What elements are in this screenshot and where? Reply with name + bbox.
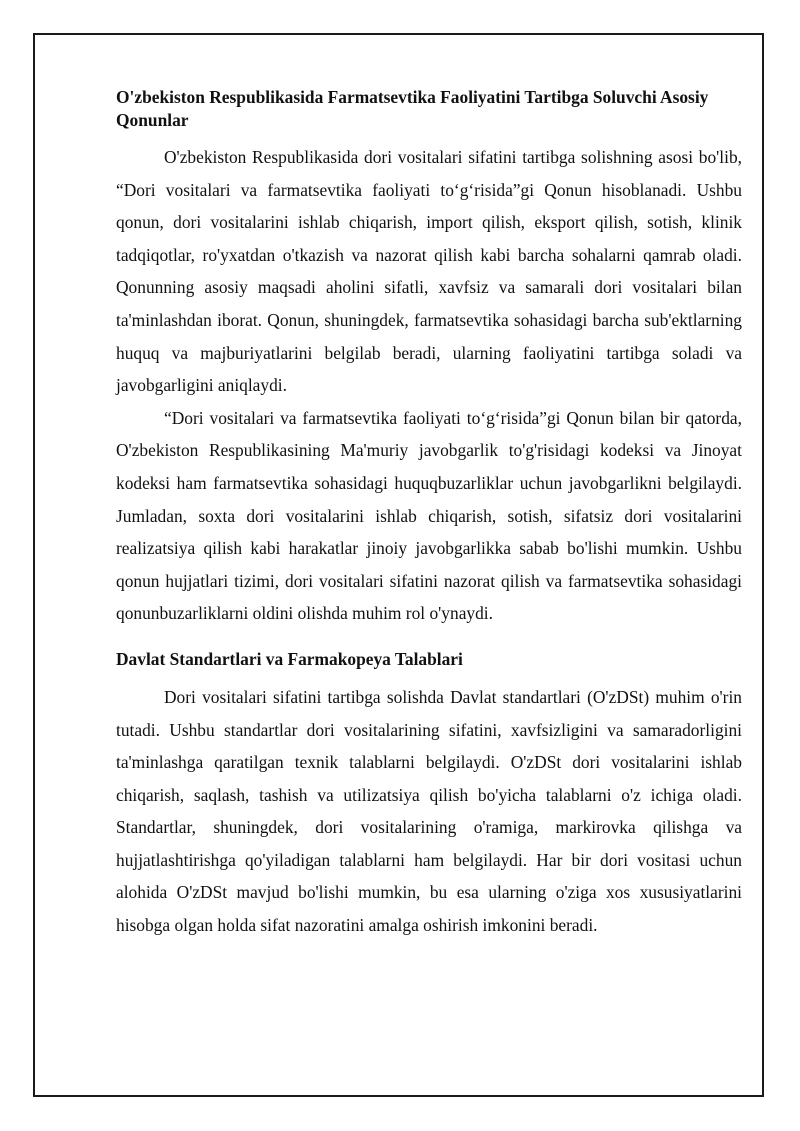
section-heading-laws: O'zbekiston Respublikasida Farmatsevtika Faoliyatini Tartibga Soluvchi Asosiy Qonunlar	[116, 87, 709, 130]
document-body	[116, 86, 742, 942]
section-heading-standards: Davlat Standartlari va Farmakopeya Talablari	[116, 648, 463, 669]
paragraph-standards: Dori vositalari sifatini tartibga solishda Davlat standartlari (O'zDSt) muhim o'rin tutadi. Ushbu standartlar dori vositalarining sifatini, xavfsizligini va samaradorligini ta'minlashga qaratilgan texnik talablarni belgilaydi. O'zDSt dori vositalarini ishlab chiqarish, saqlash, tashish va utilizatsiya qilish bo'yicha talablarni o'z ichiga oladi. Standartlar, shuningdek, dori vositalarining o'ramiga, markirovka qilishga va hujjatlashtirishga qo'yiladigan talablarni ham belgilaydi. Har bir dori vositasi uchun alohida O'zDSt mavjud bo'lishi mumkin, bu esa ularning o'ziga xos xususiyatlarini hisobga olgan holda sifat nazoratini amalga oshirish imkonini beradi.	[116, 686, 742, 936]
paragraph-law-overview: O'zbekiston Respublikasida dori vositalari sifatini tartibga solishning asosi bo'lib, “Dori vositalari va farmatsevtika faoliyati to‘g‘risida”gi Qonun hisoblanadi. Ushbu qonun, dori vositalarini ishlab chiqarish, import qilish, eksport qilish, sotish, klinik tadqiqotlar, ro'yxatdan o'tkazish va nazorat qilish kabi barcha sohalarni qamrab oladi. Qonunning asosiy maqsadi aholini sifatli, xavfsiz va samarali dori vositalari bilan ta'minlashdan iborat. Qonun, shuningdek, farmatsevtika sohasidagi barcha sub'ektlarning huquq va majburiyatlarini belgilab beradi, ularning faoliyatini tartibga soladi va javobgarligini aniqlaydi.	[116, 147, 742, 396]
paragraph-law-codes: “Dori vositalari va farmatsevtika faoliyati to‘g‘risida”gi Qonun bilan bir qatorda, O'zbekiston Respublikasining Ma'muriy javobgarlik to'g'risidagi kodeksi va Jinoyat kodeksi ham farmatsevtika sohasidagi huquqbuzarliklar uchun javobgarlikni belgilaydi. Jumladan, soxta dori vositalarini ishlab chiqarish, sotish, sifatsiz dori vositalarini realizatsiya qilish kabi harakatlar jinoiy javobgarlikka sabab bo'lishi mumkin. Ushbu qonun hujjatlari tizimi, dori vositalari sifatini nazorat qilish va farmatsevtika sohasidagi qonunbuzarliklarni oldini olishda muhim rol o'ynaydi.	[116, 407, 742, 624]
